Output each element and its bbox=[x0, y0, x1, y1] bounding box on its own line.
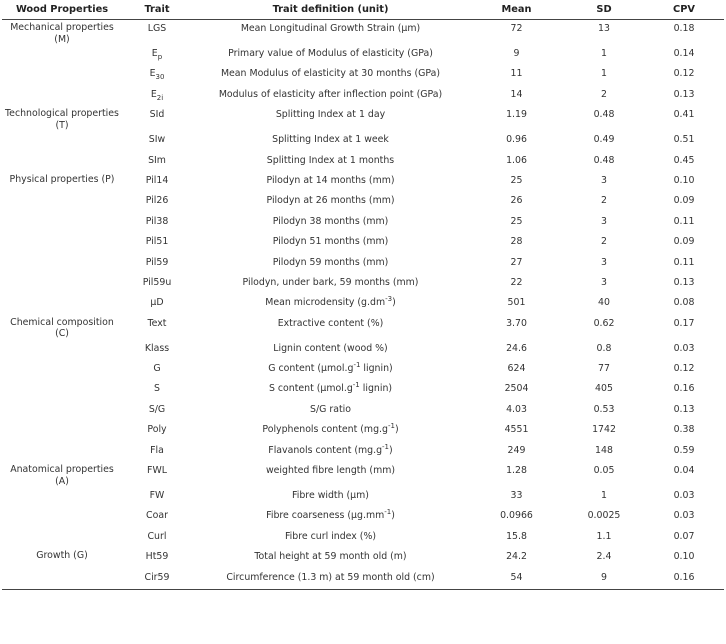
sd-cell: 0.48 bbox=[593, 154, 615, 166]
table-row bbox=[2, 360, 724, 380]
table-row bbox=[2, 254, 724, 274]
table-row bbox=[2, 421, 724, 441]
group-cell: Anatomical properties (A) bbox=[10, 464, 114, 487]
definition-cell: Pilodyn at 14 months (mm) bbox=[266, 174, 395, 186]
definition-cell: Extractive content (%) bbox=[277, 317, 384, 329]
table-row bbox=[2, 462, 724, 487]
sd-cell: 0.05 bbox=[593, 465, 615, 477]
sd-cell: 1.1 bbox=[596, 530, 612, 542]
group-cell bbox=[2, 86, 122, 106]
mean-cell: 25 bbox=[510, 174, 523, 186]
group-cell: Mechanical properties (M) bbox=[10, 22, 114, 45]
trait-cell: G bbox=[153, 363, 161, 375]
table-row bbox=[2, 86, 724, 106]
cpv-cell: 0.11 bbox=[673, 215, 695, 227]
table-row bbox=[2, 442, 724, 462]
mean-cell: 3.70 bbox=[506, 317, 527, 329]
definition-cell: Modulus of elasticity after inflection point (GPa) bbox=[218, 88, 443, 100]
group-cell bbox=[2, 233, 122, 253]
cpv-cell: 0.18 bbox=[673, 23, 695, 34]
cpv-cell: 0.03 bbox=[673, 510, 695, 522]
cpv-cell: 0.14 bbox=[673, 48, 695, 59]
table-row bbox=[2, 65, 724, 85]
trait-cell: Pil14 bbox=[145, 174, 169, 186]
wood-traits-table bbox=[2, 1, 724, 590]
group-cell bbox=[2, 528, 122, 548]
mean-cell: 15.8 bbox=[506, 530, 527, 542]
sd-cell: 405 bbox=[595, 383, 613, 395]
definition-cell: Pilodyn, under bark, 59 months (mm) bbox=[242, 276, 419, 288]
mean-cell: 624 bbox=[507, 363, 526, 375]
group-cell bbox=[2, 340, 122, 360]
sd-cell: 3 bbox=[601, 256, 607, 268]
definition-cell: Mean microdensity $(g.dm^{-3})$ bbox=[265, 295, 396, 309]
definition-cell: G content ($\mu mol.g^{-1}$ lignin) bbox=[268, 360, 393, 375]
definition-cell: Splitting Index at 1 day bbox=[275, 109, 386, 121]
definition-cell: Pilodyn 38 months (mm) bbox=[272, 215, 389, 227]
mean-cell: 4551 bbox=[504, 424, 529, 436]
trait-cell: Cir59 bbox=[122, 569, 192, 590]
trait-cell: S bbox=[154, 383, 160, 395]
definition-cell: Mean Longitudinal Growth Strain (µm) bbox=[240, 23, 421, 34]
cpv-cell: 0.51 bbox=[673, 134, 695, 146]
table-row bbox=[2, 401, 724, 421]
mean-cell: 0.96 bbox=[506, 134, 527, 146]
table-row bbox=[2, 192, 724, 212]
mean-cell: 1.19 bbox=[506, 109, 527, 121]
header-sd: SD bbox=[596, 4, 612, 15]
header-cpv: CPV bbox=[673, 4, 695, 15]
table-row bbox=[2, 172, 724, 192]
trait-cell: SId bbox=[149, 109, 165, 121]
cpv-cell: 0.16 bbox=[644, 569, 724, 590]
trait-cell: LGS bbox=[147, 23, 167, 34]
sd-cell: 1 bbox=[601, 490, 607, 502]
table-row bbox=[2, 487, 724, 507]
cpv-cell: 0.12 bbox=[673, 68, 695, 80]
group-cell: Growth (G) bbox=[36, 550, 88, 562]
mean-cell: 24.2 bbox=[506, 551, 527, 563]
sd-cell: 1 bbox=[601, 48, 607, 59]
trait-cell: Klass bbox=[144, 342, 170, 354]
group-cell bbox=[2, 442, 122, 462]
cpv-cell: 0.13 bbox=[673, 276, 695, 288]
cpv-cell: 0.59 bbox=[673, 444, 695, 456]
group-cell bbox=[2, 45, 122, 65]
mean-cell: 14 bbox=[510, 88, 523, 100]
definition-cell: S/G ratio bbox=[310, 403, 351, 415]
group-cell bbox=[2, 360, 122, 380]
definition-cell: Fibre width (µm) bbox=[292, 490, 369, 502]
mean-cell: 28 bbox=[510, 236, 523, 248]
definition-cell: Lignin content (wood %) bbox=[273, 342, 388, 354]
group-cell: Physical properties (P) bbox=[9, 173, 115, 185]
trait-cell: Pil51 bbox=[145, 236, 169, 248]
header-wood-properties: Wood Properties bbox=[15, 4, 109, 15]
trait-cell: Text bbox=[147, 317, 167, 329]
sd-cell: 40 bbox=[598, 297, 610, 309]
cpv-cell: 0.09 bbox=[673, 195, 695, 207]
sd-cell: 0.0025 bbox=[587, 510, 621, 522]
mean-cell: 249 bbox=[507, 444, 526, 456]
cpv-cell: 0.45 bbox=[673, 154, 695, 166]
sd-cell: 1742 bbox=[592, 424, 616, 436]
mean-cell: 11 bbox=[510, 68, 523, 80]
group-cell bbox=[2, 213, 122, 233]
mean-cell: 2504 bbox=[504, 383, 529, 395]
group-cell bbox=[2, 254, 122, 274]
header-mean: Mean bbox=[501, 4, 532, 15]
definition-cell: weighted fibre length (mm) bbox=[265, 465, 395, 477]
sd-cell: 0.8 bbox=[596, 342, 612, 354]
sd-cell: 3 bbox=[601, 174, 607, 186]
trait-cell: $E_{2i}$ bbox=[150, 88, 164, 102]
definition-cell: Flavanols content $(mg.g^{-1})$ bbox=[268, 442, 393, 456]
cpv-cell: 0.07 bbox=[673, 530, 695, 542]
table-row bbox=[2, 213, 724, 233]
mean-cell: 501 bbox=[507, 297, 526, 309]
cpv-cell: 0.41 bbox=[673, 109, 695, 121]
cpv-cell: 0.17 bbox=[673, 317, 695, 329]
sd-cell: 0.62 bbox=[593, 317, 615, 329]
sd-cell: 148 bbox=[595, 444, 613, 456]
trait-cell: $E_{30}$ bbox=[149, 68, 165, 82]
trait-cell: Ht59 bbox=[145, 551, 169, 563]
definition-cell: Pilodyn 51 months (mm) bbox=[272, 236, 389, 248]
definition-cell: Mean Modulus of elasticity at 30 months (GPa) bbox=[220, 68, 441, 80]
cpv-cell: 0.16 bbox=[673, 383, 695, 395]
table-row bbox=[2, 569, 724, 590]
group-cell bbox=[2, 507, 122, 527]
mean-cell: 4.03 bbox=[506, 403, 527, 415]
mean-cell: 0.0966 bbox=[500, 510, 533, 522]
table-row bbox=[2, 20, 724, 46]
trait-cell: FWL bbox=[147, 465, 167, 477]
sd-cell: 77 bbox=[598, 363, 610, 375]
table-row bbox=[2, 152, 724, 172]
sd-cell: 0.53 bbox=[593, 403, 615, 415]
sd-cell: 2 bbox=[601, 195, 607, 207]
cpv-cell: 0.09 bbox=[673, 236, 695, 248]
cpv-cell: 0.08 bbox=[673, 297, 695, 309]
sd-cell: 2.4 bbox=[596, 551, 612, 563]
definition-cell: Polyphenols content $(mg.g^{-1})$ bbox=[262, 422, 399, 436]
trait-cell: Pil38 bbox=[145, 215, 169, 227]
mean-cell: 9 bbox=[513, 48, 520, 59]
definition-cell: Pilodyn at 26 months (mm) bbox=[266, 195, 395, 207]
trait-cell: SIm bbox=[148, 154, 166, 166]
table-header bbox=[2, 1, 724, 20]
trait-cell: µD bbox=[150, 297, 164, 309]
group-cell: Technological properties (T) bbox=[5, 108, 119, 131]
cpv-cell: 0.13 bbox=[673, 403, 695, 415]
table-row bbox=[2, 131, 724, 151]
sd-cell: 0.49 bbox=[593, 134, 615, 146]
definition-cell: Circumference (1.3 m) at 59 month old (cm) bbox=[192, 569, 469, 590]
trait-cell: Fla bbox=[150, 444, 164, 456]
trait-cell: Poly bbox=[147, 424, 167, 436]
group-cell bbox=[2, 401, 122, 421]
cpv-cell: 0.03 bbox=[673, 490, 695, 502]
definition-cell: Splitting Index at 1 week bbox=[272, 134, 389, 146]
definition-cell: Splitting Index at 1 months bbox=[266, 154, 395, 166]
group-cell bbox=[2, 380, 122, 400]
trait-cell: Curl bbox=[147, 530, 167, 542]
table-row bbox=[2, 528, 724, 548]
trait-cell: Pil59u bbox=[142, 276, 172, 288]
trait-cell: Pil26 bbox=[145, 195, 169, 207]
header-definition: Trait definition (unit) bbox=[272, 4, 389, 15]
group-cell bbox=[2, 192, 122, 212]
sd-cell: 3 bbox=[601, 215, 607, 227]
trait-cell: S/G bbox=[148, 403, 166, 415]
mean-cell: 1.28 bbox=[506, 465, 527, 477]
group-cell bbox=[2, 569, 122, 590]
mean-cell: 25 bbox=[510, 215, 523, 227]
sd-cell: 2 bbox=[601, 88, 607, 100]
cpv-cell: 0.10 bbox=[673, 174, 695, 186]
trait-cell: SIw bbox=[148, 134, 166, 146]
table-row bbox=[2, 274, 724, 294]
mean-cell: 72 bbox=[510, 23, 523, 34]
table-row bbox=[2, 340, 724, 360]
table-row bbox=[2, 315, 724, 340]
mean-cell: 1.06 bbox=[506, 154, 527, 166]
group-cell bbox=[2, 294, 122, 314]
sd-cell: 13 bbox=[598, 23, 610, 34]
mean-cell: 26 bbox=[510, 195, 523, 207]
table-row bbox=[2, 233, 724, 253]
cpv-cell: 0.03 bbox=[673, 342, 695, 354]
mean-cell: 27 bbox=[510, 256, 523, 268]
trait-cell: FW bbox=[149, 490, 165, 502]
group-cell bbox=[2, 421, 122, 441]
cpv-cell: 0.04 bbox=[673, 465, 695, 477]
sd-cell: 0.48 bbox=[593, 109, 615, 121]
mean-cell: 22 bbox=[510, 276, 523, 288]
group-cell: Chemical composition (C) bbox=[10, 316, 114, 340]
table-row bbox=[2, 106, 724, 131]
definition-cell: Pilodyn 59 months (mm) bbox=[272, 256, 389, 268]
cpv-cell: 0.13 bbox=[673, 88, 695, 100]
group-cell bbox=[2, 487, 122, 507]
group-cell bbox=[2, 274, 122, 294]
mean-cell: 33 bbox=[510, 490, 523, 502]
table-body bbox=[2, 20, 724, 590]
header-row bbox=[2, 1, 724, 20]
definition-cell: Primary value of Modulus of elasticity (GPa) bbox=[228, 48, 433, 59]
definition-cell: S content ($\mu mol.g^{-1}$ lignin) bbox=[268, 381, 393, 395]
definition-cell: Fibre curl index (%) bbox=[284, 530, 377, 542]
cpv-cell: 0.12 bbox=[673, 363, 695, 375]
table-row bbox=[2, 548, 724, 568]
group-cell bbox=[2, 65, 122, 85]
trait-cell: Coar bbox=[146, 510, 168, 522]
cpv-cell: 0.10 bbox=[673, 551, 695, 563]
group-cell bbox=[2, 131, 122, 151]
sd-cell: 2 bbox=[601, 236, 607, 248]
table-row bbox=[2, 294, 724, 314]
sd-cell: 9 bbox=[564, 569, 644, 590]
sd-cell: 3 bbox=[601, 276, 607, 288]
mean-cell: 24.6 bbox=[506, 342, 527, 354]
header-trait: Trait bbox=[144, 4, 170, 15]
trait-cell: $E_p$ bbox=[151, 48, 163, 61]
table-row bbox=[2, 45, 724, 65]
table-row bbox=[2, 380, 724, 400]
sd-cell: 1 bbox=[601, 68, 607, 80]
cpv-cell: 0.38 bbox=[673, 424, 695, 436]
trait-cell: Pil59 bbox=[145, 256, 169, 268]
definition-cell: Total height at 59 month old (m) bbox=[254, 551, 407, 563]
definition-cell: Fibre coarseness $(\mu g.mm^{-1})$ bbox=[266, 508, 395, 522]
group-cell bbox=[2, 152, 122, 172]
mean-cell: 54 bbox=[469, 569, 564, 590]
cpv-cell: 0.11 bbox=[673, 256, 695, 268]
table-row bbox=[2, 507, 724, 527]
